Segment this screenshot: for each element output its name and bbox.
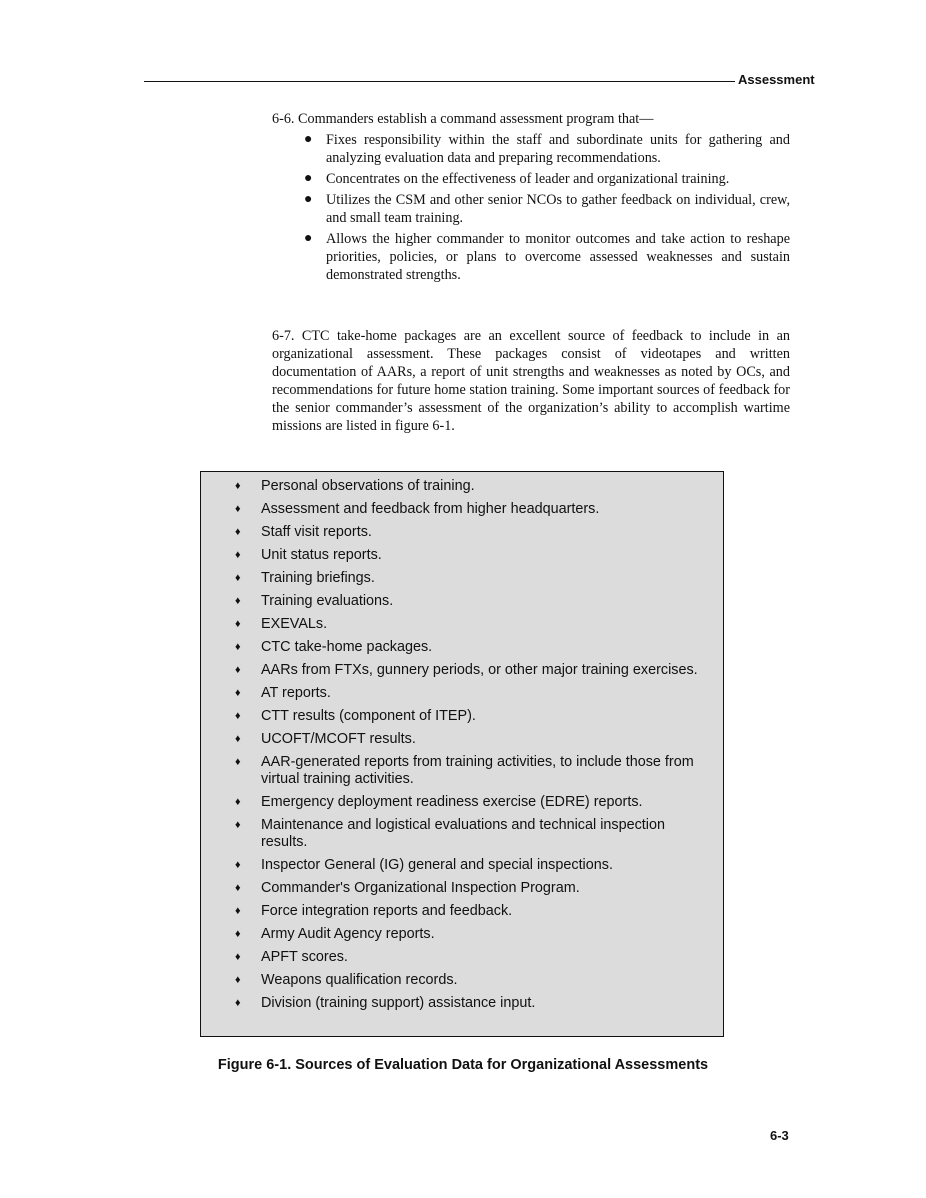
paragraph-6-7: 6-7. CTC take-home packages are an excellent source of feedback to include in an organizational assessment. These packages consist of videotapes and written documentation of AARs, a report of unit strengths and weaknesses as noted by OCs, and recommendations for future home station training. Some important sources of feedback for the senior commander’s assessment of the organization’s ability to accomplish wartime missions are listed in figure 6-1. <box>272 328 790 434</box>
list-item <box>201 731 723 748</box>
list-item <box>201 972 723 989</box>
diamond-bullet-icon: ♦ <box>235 618 241 630</box>
bullet-item <box>272 131 790 167</box>
list-item-text: Emergency deployment readiness exercise (EDRE) reports. <box>261 794 643 810</box>
list-item <box>201 995 723 1012</box>
list-item <box>201 903 723 920</box>
list-item-text: Weapons qualification records. <box>261 972 458 988</box>
list-item-text: Army Audit Agency reports. <box>261 926 435 942</box>
list-item-text: Unit status reports. <box>261 547 382 563</box>
bullet-item <box>272 230 790 284</box>
list-item-text: Force integration reports and feedback. <box>261 903 513 919</box>
list-item <box>201 616 723 633</box>
list-item <box>201 754 723 788</box>
diamond-bullet-icon: ♦ <box>235 951 241 963</box>
paragraph-6-6-bullets <box>272 131 790 287</box>
list-item <box>201 478 723 495</box>
bullet-text: Concentrates on the effectiveness of leader and organizational training. <box>326 171 730 187</box>
bullet-item <box>272 170 790 188</box>
diamond-bullet-icon: ♦ <box>235 710 241 722</box>
list-item-text: Division (training support) assistance input. <box>261 995 536 1011</box>
diamond-bullet-icon: ♦ <box>235 882 241 894</box>
bullet-dot-icon: ● <box>304 171 313 186</box>
bullet-dot-icon: ● <box>304 231 313 246</box>
list-item <box>201 949 723 966</box>
list-item-text: EXEVALs. <box>261 616 328 632</box>
running-header: Assessment <box>738 72 815 87</box>
diamond-bullet-icon: ♦ <box>235 974 241 986</box>
list-item <box>201 501 723 518</box>
list-item <box>201 708 723 725</box>
diamond-bullet-icon: ♦ <box>235 928 241 940</box>
list-item <box>201 817 723 851</box>
diamond-bullet-icon: ♦ <box>235 997 241 1009</box>
list-item-text: Maintenance and logistical evaluations and technical inspection results. <box>261 817 665 850</box>
diamond-bullet-icon: ♦ <box>235 549 241 561</box>
evaluation-sources-list <box>201 478 723 1018</box>
page-number: 6-3 <box>770 1128 789 1143</box>
diamond-bullet-icon: ♦ <box>235 503 241 515</box>
bullet-text: Fixes responsibility within the staff and subordinate units for gathering and analyzing evaluation data and preparing recommendations. <box>326 132 790 166</box>
diamond-bullet-icon: ♦ <box>235 664 241 676</box>
list-item-text: Inspector General (IG) general and special inspections. <box>261 857 613 873</box>
diamond-bullet-icon: ♦ <box>235 733 241 745</box>
bullet-text: Utilizes the CSM and other senior NCOs to gather feedback on individual, crew, and small team training. <box>326 192 790 226</box>
list-item-text: Commander's Organizational Inspection Program. <box>261 880 580 896</box>
diamond-bullet-icon: ♦ <box>235 480 241 492</box>
diamond-bullet-icon: ♦ <box>235 796 241 808</box>
diamond-bullet-icon: ♦ <box>235 905 241 917</box>
list-item <box>201 593 723 610</box>
diamond-bullet-icon: ♦ <box>235 641 241 653</box>
bullet-text: Allows the higher commander to monitor outcomes and take action to reshape priorities, policies, or plans to overcome assessed weaknesses and sustain demonstrated strengths. <box>326 231 790 283</box>
bullet-dot-icon: ● <box>304 132 313 147</box>
list-item-text: Training evaluations. <box>261 593 394 609</box>
list-item <box>201 662 723 679</box>
list-item <box>201 570 723 587</box>
diamond-bullet-icon: ♦ <box>235 595 241 607</box>
list-item <box>201 880 723 897</box>
list-item <box>201 524 723 541</box>
list-item-text: CTC take-home packages. <box>261 639 433 655</box>
list-item-text: AAR-generated reports from training activities, to include those from virtual training activities. <box>261 754 694 787</box>
figure-6-1-box <box>200 471 724 1037</box>
list-item <box>201 926 723 943</box>
paragraph-6-6-intro: 6-6. Commanders establish a command assessment program that— <box>272 111 654 127</box>
diamond-bullet-icon: ♦ <box>235 526 241 538</box>
diamond-bullet-icon: ♦ <box>235 687 241 699</box>
diamond-bullet-icon: ♦ <box>235 756 241 768</box>
diamond-bullet-icon: ♦ <box>235 859 241 871</box>
list-item-text: Staff visit reports. <box>261 524 372 540</box>
diamond-bullet-icon: ♦ <box>235 819 241 831</box>
list-item <box>201 685 723 702</box>
list-item-text: Personal observations of training. <box>261 478 475 494</box>
list-item <box>201 639 723 656</box>
list-item <box>201 857 723 874</box>
figure-caption: Figure 6-1. Sources of Evaluation Data for Organizational Assessments <box>217 1057 709 1073</box>
bullet-dot-icon: ● <box>304 192 313 207</box>
list-item-text: Assessment and feedback from higher headquarters. <box>261 501 600 517</box>
list-item <box>201 794 723 811</box>
list-item <box>201 547 723 564</box>
list-item-text: AARs from FTXs, gunnery periods, or other major training exercises. <box>261 662 698 678</box>
list-item-text: Training briefings. <box>261 570 375 586</box>
bullet-item <box>272 191 790 227</box>
diamond-bullet-icon: ♦ <box>235 572 241 584</box>
header-rule <box>144 81 735 82</box>
list-item-text: APFT scores. <box>261 949 348 965</box>
list-item-text: CTT results (component of ITEP). <box>261 708 476 724</box>
list-item-text: AT reports. <box>261 685 331 701</box>
list-item-text: UCOFT/MCOFT results. <box>261 731 416 747</box>
